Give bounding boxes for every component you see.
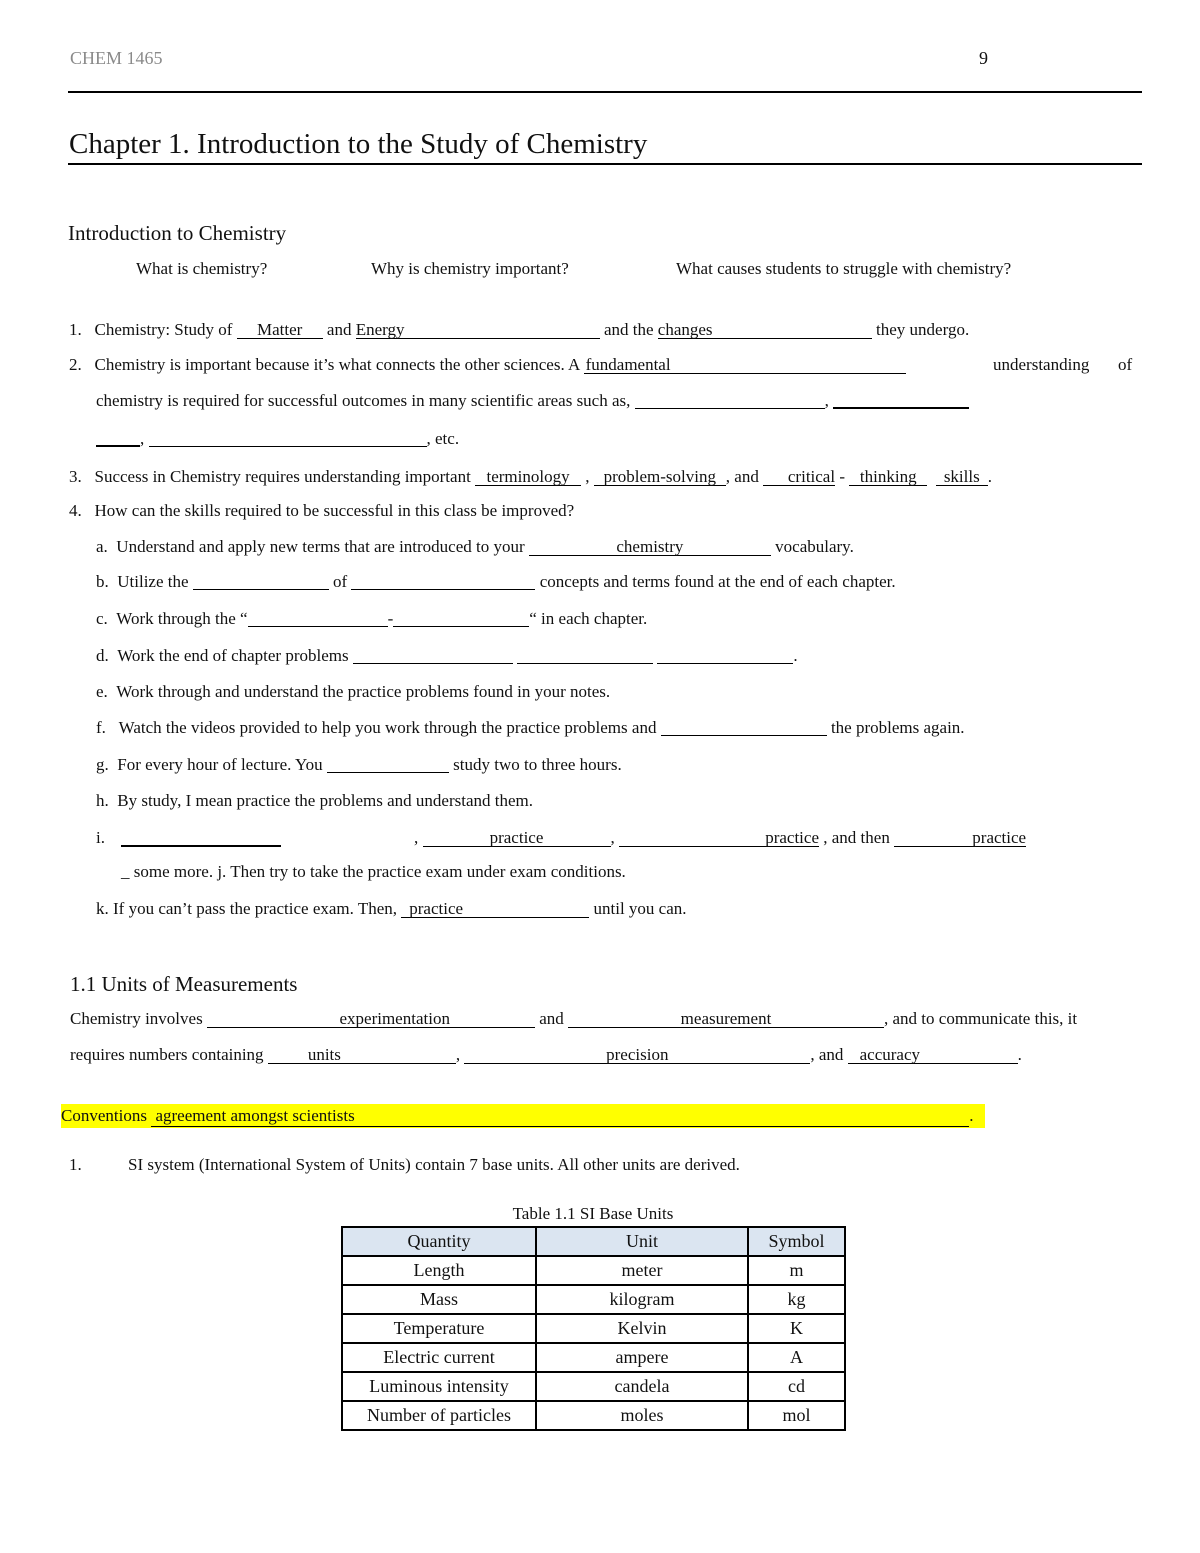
item-text: Work through and understand the practice problems found in your notes. bbox=[116, 682, 611, 701]
item-text: . bbox=[793, 646, 798, 665]
item-text: , and bbox=[810, 1045, 848, 1064]
list-item-2 bbox=[69, 355, 906, 375]
intro-question: What causes students to struggle with chemistry? bbox=[676, 259, 1012, 278]
conventions-line bbox=[61, 1104, 985, 1128]
item-text: “ in each chapter. bbox=[529, 609, 648, 628]
intro-question: Why is chemistry important? bbox=[371, 259, 569, 278]
si-item-text: SI system (International System of Units) contain 7 base units. All other units are derived. bbox=[128, 1155, 740, 1174]
subitem-i-label: i. bbox=[96, 828, 105, 847]
item-text: Chemistry involves bbox=[70, 1009, 207, 1028]
si-item-number: 1. bbox=[69, 1155, 82, 1174]
blank-line bbox=[833, 393, 969, 409]
list-item-3 bbox=[69, 467, 992, 487]
item-number: 3. bbox=[69, 467, 82, 486]
item-text: , bbox=[455, 1045, 465, 1064]
answer-blank: fundamental bbox=[584, 356, 906, 374]
table-cell: moles bbox=[536, 1401, 748, 1430]
subitem-i bbox=[414, 828, 1026, 848]
answer-blank: chemistry bbox=[529, 538, 771, 556]
subitem-label: k. bbox=[96, 899, 109, 918]
blank-line bbox=[661, 721, 827, 736]
table-cell: candela bbox=[536, 1372, 748, 1401]
table-cell: Luminous intensity bbox=[342, 1372, 536, 1401]
answer-blank: terminology bbox=[475, 468, 581, 486]
table-row bbox=[342, 1343, 845, 1372]
subitem-e bbox=[96, 682, 610, 702]
answer-blank: changes bbox=[658, 321, 872, 339]
table-cell: Mass bbox=[342, 1285, 536, 1314]
item-text: , bbox=[414, 828, 423, 847]
section-line-2 bbox=[70, 1045, 1022, 1065]
table-cell: Temperature bbox=[342, 1314, 536, 1343]
subitem-c bbox=[96, 609, 647, 629]
answer-blank: units bbox=[268, 1046, 456, 1064]
item-text: - bbox=[387, 609, 394, 628]
table-cell: A bbox=[748, 1343, 845, 1372]
item-number: 4. bbox=[69, 501, 82, 520]
blank-line bbox=[121, 845, 281, 847]
subitem-label: h. bbox=[96, 791, 109, 810]
item-text: Work through the “ bbox=[116, 609, 248, 628]
section-line-1 bbox=[70, 1009, 1077, 1029]
answer-text: agreement amongst scientists bbox=[155, 1106, 355, 1125]
subitem-i-line-2: _ some more. j. Then try to take the practice exam under exam conditions. bbox=[121, 862, 626, 881]
subitem-a bbox=[96, 537, 854, 557]
item-text: Chemistry is important because it’s what connects the other sciences. A bbox=[94, 355, 584, 374]
blank-line bbox=[327, 758, 449, 773]
item-text: , and to communicate this, it bbox=[884, 1009, 1078, 1028]
title-rule bbox=[68, 163, 1142, 165]
item-text: until you can. bbox=[589, 899, 687, 918]
answer-blank: Matter bbox=[237, 321, 323, 339]
item-text: . bbox=[1017, 1045, 1022, 1064]
blank-line bbox=[393, 612, 529, 627]
answer-blank: practice bbox=[894, 829, 1026, 847]
table-cell: ampere bbox=[536, 1343, 748, 1372]
item-text: and bbox=[534, 1009, 568, 1028]
page-number: 9 bbox=[979, 48, 988, 68]
table-header-row bbox=[342, 1227, 845, 1256]
item-text: Chemistry: Study of bbox=[94, 320, 237, 339]
item-text: Success in Chemistry requires understanding important bbox=[94, 467, 476, 486]
column-header: Unit bbox=[536, 1227, 748, 1256]
subitem-d bbox=[96, 646, 798, 666]
subitem-b bbox=[96, 572, 896, 592]
blank-line bbox=[351, 575, 535, 590]
item-text: of bbox=[328, 572, 352, 591]
item-text: , etc. bbox=[426, 429, 460, 448]
subitem-label: d. bbox=[96, 646, 109, 665]
subitem-label: f. bbox=[96, 718, 106, 737]
item-text: Utilize the bbox=[117, 572, 193, 591]
answer-blank: practice bbox=[401, 900, 589, 918]
blank-line bbox=[353, 649, 513, 664]
table-cell: K bbox=[748, 1314, 845, 1343]
answer-blank: problem-solving bbox=[594, 468, 726, 486]
item-text: , bbox=[610, 828, 619, 847]
subitem-label: b. bbox=[96, 572, 109, 591]
answer-blank: practice bbox=[423, 829, 611, 847]
item-text: How can the skills required to be successful in this class be improved? bbox=[94, 501, 575, 520]
answer-blank: accuracy bbox=[848, 1046, 1018, 1064]
table-row bbox=[342, 1372, 845, 1401]
item-text: Understand and apply new terms that are introduced to your bbox=[116, 537, 529, 556]
item-2-line-2 bbox=[96, 391, 969, 411]
item-number: 1. bbox=[69, 320, 82, 339]
item-text: , bbox=[140, 429, 145, 448]
intro-heading: Introduction to Chemistry bbox=[68, 221, 287, 245]
subitem-k bbox=[96, 899, 687, 919]
item-text: If you can’t pass the practice exam. Then, bbox=[113, 899, 402, 918]
answer-blank: Energy bbox=[356, 321, 600, 339]
item-text: By study, I mean practice the problems and understand them. bbox=[117, 791, 534, 810]
item-text: vocabulary. bbox=[770, 537, 854, 556]
column-header: Symbol bbox=[748, 1227, 845, 1256]
item-text: , bbox=[824, 391, 829, 410]
section-heading: 1.1 Units of Measurements bbox=[70, 972, 298, 996]
table-row bbox=[342, 1314, 845, 1343]
item-number: 2. bbox=[69, 355, 82, 374]
table-cell: Kelvin bbox=[536, 1314, 748, 1343]
table-row bbox=[342, 1285, 845, 1314]
list-item-4 bbox=[69, 501, 574, 521]
answer-blank: skills bbox=[936, 468, 988, 486]
subitem-label: e. bbox=[96, 682, 108, 701]
item-text: . bbox=[987, 467, 993, 486]
item-text: they undergo. bbox=[871, 320, 970, 339]
item-text: . bbox=[969, 1106, 974, 1125]
answer-blank: precision bbox=[464, 1046, 810, 1064]
item-text: and bbox=[322, 320, 356, 339]
item-text: , and bbox=[725, 467, 764, 486]
table-cell: kg bbox=[748, 1285, 845, 1314]
subitem-f bbox=[96, 718, 965, 738]
answer-blank: thinking bbox=[849, 468, 927, 486]
item-text: concepts and terms found at the end of each chapter. bbox=[535, 572, 896, 591]
blank-line bbox=[657, 649, 793, 664]
table-cell: m bbox=[748, 1256, 845, 1285]
answer-blank bbox=[207, 1010, 535, 1028]
item-text: the problems again. bbox=[826, 718, 965, 737]
intro-question: What is chemistry? bbox=[136, 259, 268, 278]
subitem-label: c. bbox=[96, 609, 108, 628]
item-text: requires numbers containing bbox=[70, 1045, 268, 1064]
subitem-g bbox=[96, 755, 622, 775]
answer-blank: measurement bbox=[568, 1010, 884, 1028]
table-row bbox=[342, 1256, 845, 1285]
table-cell: kilogram bbox=[536, 1285, 748, 1314]
answer-text: experimentation bbox=[339, 1009, 450, 1028]
subitem-label: a. bbox=[96, 537, 108, 556]
item-text: For every hour of lecture. You bbox=[117, 755, 327, 774]
subitem-h bbox=[96, 791, 533, 811]
conventions-label: Conventions bbox=[61, 1106, 152, 1125]
table-row bbox=[342, 1401, 845, 1430]
item-text: , and then bbox=[819, 828, 895, 847]
item-text: chemistry is required for successful outcomes in many scientific areas such as, bbox=[96, 391, 631, 410]
item-text: - bbox=[835, 467, 850, 486]
answer-blank bbox=[151, 1106, 969, 1127]
table-cell: Electric current bbox=[342, 1343, 536, 1372]
chapter-title: Chapter 1. Introduction to the Study of Chemistry bbox=[69, 128, 648, 160]
column-header: Quantity bbox=[342, 1227, 536, 1256]
table-cell: meter bbox=[536, 1256, 748, 1285]
answer-blank: critical bbox=[763, 468, 835, 486]
item-text: Watch the videos provided to help you work through the practice problems and bbox=[118, 718, 661, 737]
list-item-1 bbox=[69, 320, 969, 340]
subitem-label: g. bbox=[96, 755, 109, 774]
table-cell: cd bbox=[748, 1372, 845, 1401]
item-text: of bbox=[1118, 355, 1133, 374]
table-cell: mol bbox=[748, 1401, 845, 1430]
item-text: understanding bbox=[993, 355, 1090, 374]
item-text: , bbox=[581, 467, 594, 486]
header-rule bbox=[68, 91, 1142, 93]
item-text: study two to three hours. bbox=[448, 755, 622, 774]
blank-line bbox=[193, 575, 329, 590]
table-caption: Table 1.1 SI Base Units bbox=[512, 1204, 674, 1223]
item-text: Work the end of chapter problems bbox=[117, 646, 353, 665]
blank-line bbox=[248, 612, 388, 627]
item-text: and the bbox=[599, 320, 658, 339]
blank-line bbox=[96, 431, 140, 447]
course-code: CHEM 1465 bbox=[70, 48, 163, 68]
item-2-line-3 bbox=[96, 429, 459, 449]
blank-line bbox=[635, 394, 825, 409]
table-cell: Length bbox=[342, 1256, 536, 1285]
si-base-units-table bbox=[341, 1226, 846, 1431]
blank-line bbox=[517, 649, 653, 664]
table-cell: Number of particles bbox=[342, 1401, 536, 1430]
blank-line bbox=[149, 432, 427, 447]
answer-blank: practice bbox=[619, 829, 819, 847]
